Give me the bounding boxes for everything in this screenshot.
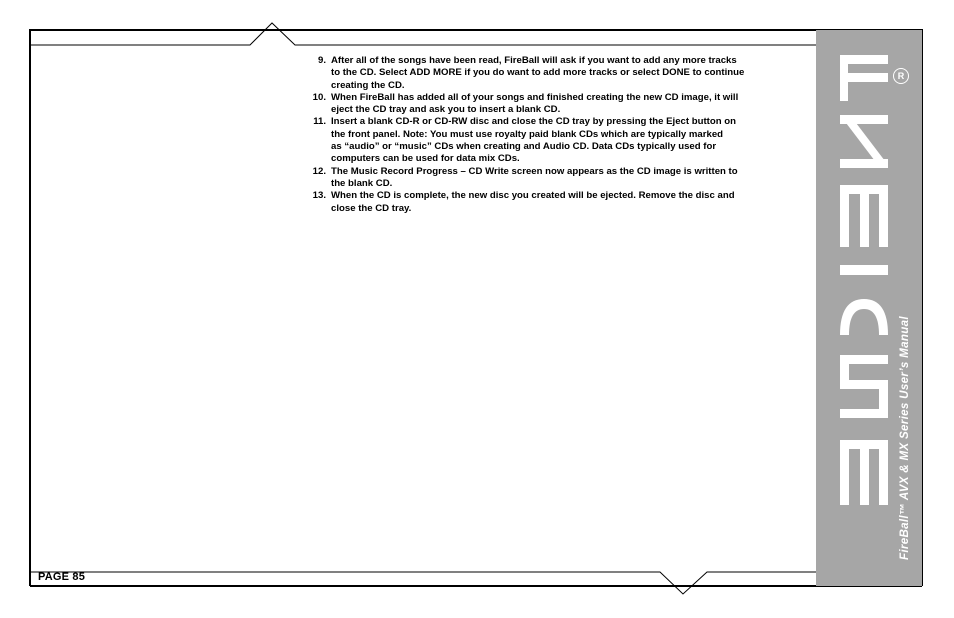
- step-line: When the CD is complete, the new disc you created will be ejected. Remove the disc and: [331, 190, 735, 202]
- step-line: After all of the songs have been read, FireBall will ask if you want to add any more tracks: [331, 55, 737, 66]
- step-line: When FireBall has added all of your songs and finished creating the new CD image, it will: [331, 91, 739, 103]
- manual-title: FireBall™ AVX & MX Series User’s Manual: [898, 316, 911, 560]
- step-line: close the CD tray.: [331, 202, 412, 214]
- step-text: [331, 55, 810, 92]
- bottom-tab: [30, 572, 922, 594]
- escient-logo: [840, 55, 888, 570]
- step-11: [305, 116, 810, 165]
- step-12: [305, 166, 810, 191]
- step-line: to the CD. Select ADD MORE if you do want to add more tracks or select DONE to continue: [331, 67, 745, 79]
- step-line: the blank CD.: [331, 177, 393, 189]
- top-tab: [30, 23, 922, 45]
- step-line: the front panel. Note: You must use royalty paid blank CDs which are typically marked: [331, 128, 724, 140]
- step-10: [305, 92, 810, 117]
- step-text: [331, 116, 810, 165]
- step-13: [305, 190, 810, 215]
- step-line: as “audio” or “music” CDs when creating and Audio CD. Data CDs typically used for: [331, 141, 717, 153]
- registered-mark: R: [893, 68, 909, 84]
- step-line: Insert a blank CD-R or CD-RW disc and close the CD tray by pressing the Eject button on: [331, 116, 736, 128]
- step-line: The Music Record Progress – CD Write screen now appears as the CD image is written to: [331, 165, 738, 177]
- instruction-list: [305, 55, 810, 215]
- step-number: 12.: [312, 165, 326, 177]
- step-text: [331, 92, 810, 117]
- step-number: 13.: [312, 190, 326, 202]
- step-line: computers can be used for data mix CDs.: [331, 153, 520, 165]
- step-number: 10.: [312, 91, 326, 103]
- page-number: PAGE 85: [38, 571, 86, 583]
- step-line: creating the CD.: [331, 79, 405, 91]
- step-number: 11.: [313, 116, 326, 128]
- step-9: [305, 55, 810, 92]
- step-number: 9.: [317, 55, 326, 66]
- step-text: [331, 190, 810, 215]
- step-text: [331, 166, 810, 191]
- step-line: eject the CD tray and ask you to insert a blank CD.: [331, 104, 561, 116]
